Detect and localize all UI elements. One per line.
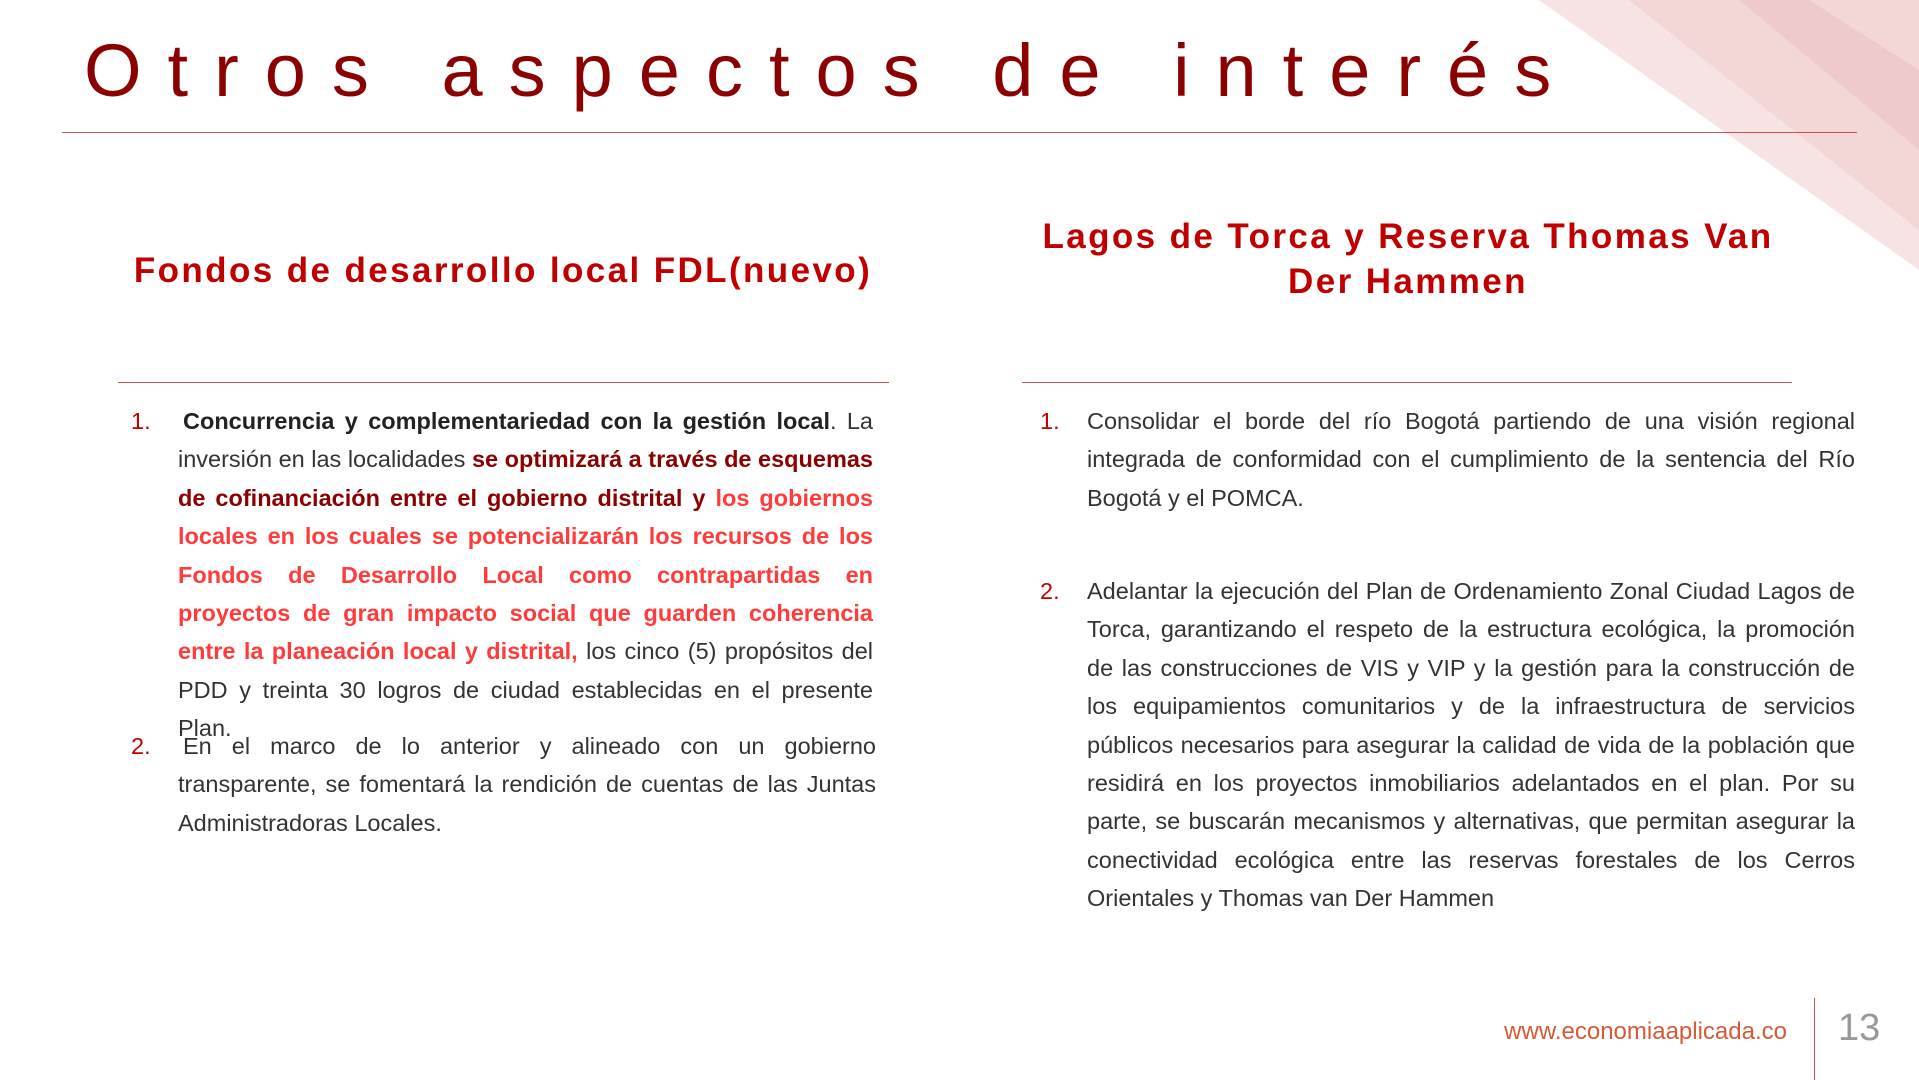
list-number: 1.	[1040, 408, 1060, 434]
right-section-divider	[1022, 382, 1792, 383]
left-section-divider	[118, 382, 889, 383]
left-list-item-2	[131, 727, 876, 842]
left-list-item-1	[131, 402, 873, 748]
item-text: En el marco de lo anterior y alineado con un gobierno transparente, se fomentará la rendición de cuentas de las Juntas Administradoras Locales.	[178, 733, 876, 836]
item-emphasis-red: los gobiernos locales en los cuales se potencializarán los recursos de los Fondos de Desarrollo Local como contrapartidas en proyectos de gran impacto social que guarden coherencia entre la planeación local y distrital,	[178, 484, 873, 665]
page-title: Otros aspectos de interés	[84, 29, 1578, 112]
right-section-heading: Lagos de Torca y Reserva Thomas Van Der Hammen	[1042, 217, 1774, 301]
list-number: 1.	[131, 408, 151, 434]
list-number: 2.	[1040, 578, 1060, 604]
title-divider	[62, 132, 1857, 133]
item-text: Adelantar la ejecución del Plan de Ordenamiento Zonal Ciudad Lagos de Torca, garantizando el respeto de la estructura ecológica, la promoción de las construcciones de VIS y VIP y la gestión para la construcción de los equipamientos comunitarios y de la infraestructura de servicios públicos necesarios para asegurar la calidad de vida de la población que residirá en los proyectos inmobiliarios adelantados en el plan. Por su parte, se buscarán mecanismos y alternativas, que permitan asegurar la conectividad ecológica entre las reservas forestales de los Cerros Orientales y Thomas van Der Hammen	[1087, 578, 1855, 912]
list-number: 2.	[131, 733, 151, 759]
right-list-item-1	[1040, 402, 1855, 517]
right-list-item-2	[1040, 572, 1855, 918]
footer-website-link[interactable]: www.economiaaplicada.co	[1504, 1018, 1787, 1045]
page-number: 13	[1838, 1007, 1881, 1049]
item-text: . La inversión en las localidades	[178, 408, 873, 473]
item-text: Consolidar el borde del río Bogotá partiendo de una visión regional integrada de conformidad con el cumplimiento de la sentencia del Río Bogotá y el POMCA.	[1087, 408, 1855, 511]
left-section-heading: Fondos de desarrollo local FDL(nuevo)	[133, 251, 873, 290]
footer-divider	[1814, 998, 1815, 1080]
item-text: los cinco (5) propósitos del PDD y treinta 30 logros de ciudad establecidas en el presente Plan.	[178, 638, 873, 742]
item-bold-lead: Concurrencia y complementariedad con la gestión local	[183, 408, 830, 434]
item-emphasis-dark: se optimizará a través de esquemas de cofinanciación entre el gobierno distrital y	[178, 446, 873, 511]
